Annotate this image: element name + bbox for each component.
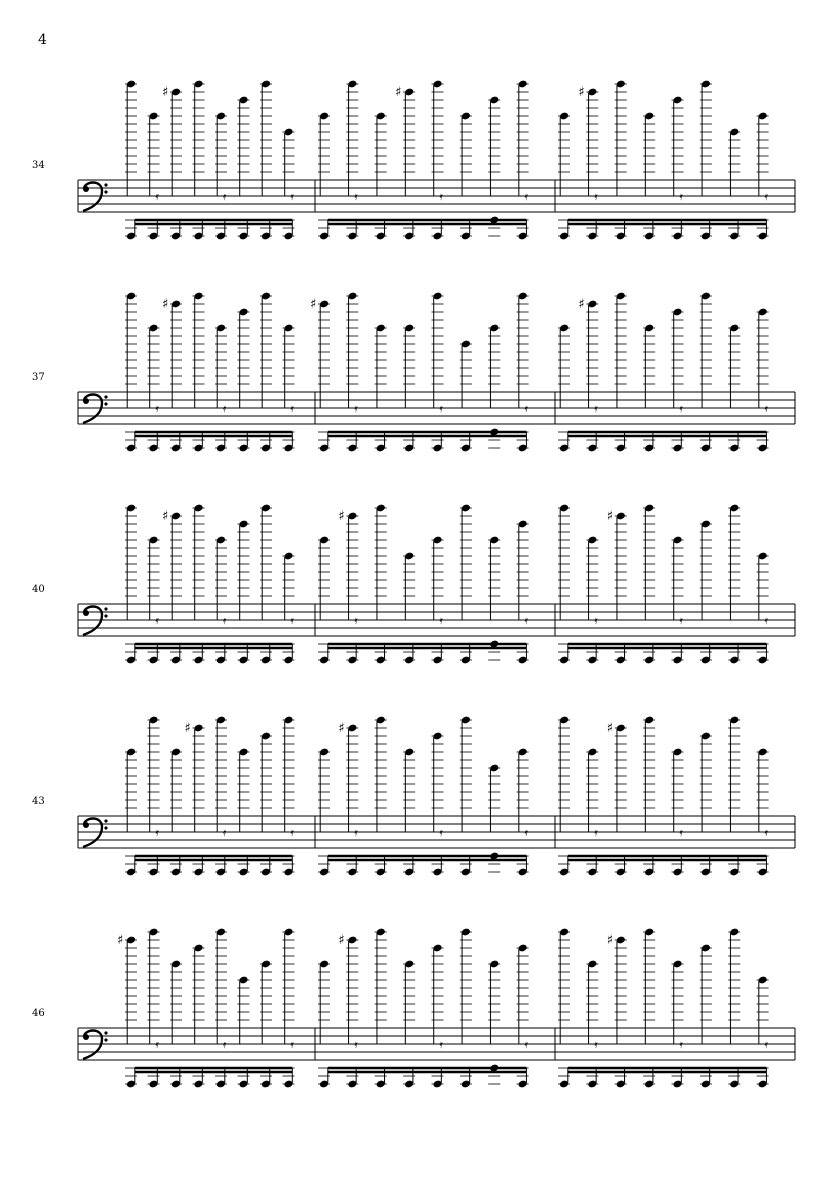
rest-icon: 𝄿 xyxy=(524,190,528,203)
upper-note xyxy=(185,721,205,876)
rest-icon: 𝄿 xyxy=(439,614,443,627)
measure xyxy=(318,504,555,665)
upper-note xyxy=(125,80,137,241)
measure-number: 43 xyxy=(32,796,45,807)
rest-icon: 𝄿 xyxy=(524,826,528,839)
upper-note xyxy=(700,292,712,453)
sharp-icon: ♯ xyxy=(578,85,585,100)
upper-note xyxy=(643,504,655,665)
upper-note xyxy=(460,716,472,877)
staff-system xyxy=(32,80,795,241)
measure-number: 34 xyxy=(32,160,45,171)
upper-note xyxy=(338,721,358,876)
upper-note xyxy=(460,928,472,1089)
upper-note xyxy=(238,96,250,241)
sharp-icon: ♯ xyxy=(162,509,169,524)
sharp-icon: ♯ xyxy=(162,297,169,312)
upper-note xyxy=(615,292,627,453)
rest-icon: 𝄿 xyxy=(290,1038,294,1051)
staff-system xyxy=(32,292,795,453)
bass-clef-icon xyxy=(83,183,108,212)
rest-icon: 𝄿 xyxy=(354,1038,358,1051)
measure xyxy=(558,80,795,241)
rest-icon: 𝄿 xyxy=(764,1038,768,1051)
upper-note xyxy=(375,716,387,877)
upper-note xyxy=(283,716,295,877)
sharp-icon: ♯ xyxy=(310,297,317,312)
upper-note xyxy=(700,80,712,241)
upper-note xyxy=(125,292,137,453)
rest-icon: 𝄿 xyxy=(223,614,227,627)
upper-note xyxy=(460,504,472,665)
rest-icon: 𝄿 xyxy=(679,190,683,203)
upper-note xyxy=(395,85,415,240)
rest-icon: 𝄿 xyxy=(439,826,443,839)
rest-icon: 𝄿 xyxy=(764,614,768,627)
rest-icon: 𝄿 xyxy=(290,190,294,203)
upper-note xyxy=(238,308,250,453)
rest-icon: 𝄿 xyxy=(594,402,598,415)
rest-icon: 𝄿 xyxy=(764,190,768,203)
rest-icon: 𝄿 xyxy=(524,614,528,627)
staff-system xyxy=(32,504,795,665)
upper-note xyxy=(517,520,529,665)
rest-icon: 𝄿 xyxy=(155,402,159,415)
rest-icon: 𝄿 xyxy=(354,826,358,839)
rest-icon: 𝄿 xyxy=(290,402,294,415)
upper-note xyxy=(757,308,769,453)
upper-note xyxy=(338,509,358,664)
upper-note xyxy=(728,928,740,1089)
rest-icon: 𝄿 xyxy=(155,1038,159,1051)
upper-note xyxy=(148,716,160,877)
upper-note xyxy=(558,928,570,1089)
upper-note xyxy=(193,80,205,241)
upper-note xyxy=(193,504,205,665)
upper-note xyxy=(346,292,358,453)
upper-note xyxy=(215,716,227,877)
rest-icon: 𝄿 xyxy=(439,402,443,415)
upper-note xyxy=(260,732,272,877)
rest-icon: 𝄿 xyxy=(354,190,358,203)
rest-icon: 𝄿 xyxy=(679,614,683,627)
upper-note xyxy=(260,292,272,453)
upper-note xyxy=(558,504,570,665)
upper-note xyxy=(432,732,444,877)
measure xyxy=(558,716,795,877)
upper-note xyxy=(283,928,295,1089)
rest-icon: 𝄿 xyxy=(155,614,159,627)
measure xyxy=(117,928,315,1089)
rest-icon: 𝄿 xyxy=(679,826,683,839)
rest-icon: 𝄿 xyxy=(524,402,528,415)
rest-icon: 𝄿 xyxy=(223,1038,227,1051)
bass-clef-icon xyxy=(83,607,108,636)
upper-note xyxy=(517,944,529,1089)
measure-number: 40 xyxy=(32,584,45,595)
measure xyxy=(318,716,555,877)
upper-note xyxy=(700,944,712,1089)
rest-icon: 𝄿 xyxy=(155,190,159,203)
upper-note xyxy=(615,80,627,241)
sharp-icon: ♯ xyxy=(395,85,402,100)
rest-icon: 𝄿 xyxy=(354,614,358,627)
measure xyxy=(125,292,315,453)
upper-note xyxy=(117,933,137,1088)
sharp-icon: ♯ xyxy=(162,85,169,100)
upper-note xyxy=(432,80,444,241)
upper-note xyxy=(728,504,740,665)
rest-icon: 𝄿 xyxy=(679,1038,683,1051)
upper-note xyxy=(125,504,137,665)
staff-system xyxy=(32,928,795,1089)
sharp-icon: ♯ xyxy=(338,933,345,948)
sharp-icon: ♯ xyxy=(606,933,614,948)
measure xyxy=(558,504,795,665)
rest-icon: 𝄿 xyxy=(155,826,159,839)
measure xyxy=(310,292,555,453)
rest-icon: 𝄿 xyxy=(679,402,683,415)
measure xyxy=(125,716,315,877)
measure xyxy=(318,80,555,241)
sharp-icon: ♯ xyxy=(578,297,585,312)
upper-note xyxy=(215,928,227,1089)
bass-clef-icon xyxy=(83,819,108,848)
sharp-icon: ♯ xyxy=(606,721,614,736)
rest-icon: 𝄿 xyxy=(223,826,227,839)
upper-note xyxy=(310,297,330,452)
upper-note xyxy=(193,292,205,453)
upper-note xyxy=(558,716,570,877)
upper-note xyxy=(260,504,272,665)
upper-note xyxy=(578,85,598,240)
rest-icon: 𝄿 xyxy=(764,826,768,839)
upper-note xyxy=(162,509,182,664)
upper-note xyxy=(607,721,627,876)
measure xyxy=(558,292,795,453)
rest-icon: 𝄿 xyxy=(594,1038,598,1051)
rest-icon: 𝄿 xyxy=(290,614,294,627)
upper-note xyxy=(162,297,182,452)
upper-note xyxy=(375,928,387,1089)
upper-note xyxy=(643,716,655,877)
page-number: 4 xyxy=(38,32,47,48)
upper-note xyxy=(578,297,598,452)
upper-note xyxy=(432,944,444,1089)
measure-number: 46 xyxy=(32,1008,45,1019)
measure xyxy=(125,504,315,665)
sharp-icon: ♯ xyxy=(338,509,345,524)
upper-note xyxy=(338,933,358,1088)
upper-note xyxy=(728,716,740,877)
upper-note xyxy=(607,509,627,664)
upper-note xyxy=(607,933,627,1088)
upper-note xyxy=(432,292,444,453)
upper-note xyxy=(517,80,529,241)
upper-note xyxy=(488,96,500,236)
rest-icon: 𝄿 xyxy=(524,1038,528,1051)
rest-icon: 𝄿 xyxy=(594,826,598,839)
upper-note xyxy=(238,520,250,665)
rest-icon: 𝄿 xyxy=(439,1038,443,1051)
measure xyxy=(318,928,555,1089)
sharp-icon: ♯ xyxy=(184,721,191,736)
rest-icon: 𝄿 xyxy=(223,190,227,203)
bass-clef-icon xyxy=(83,395,108,424)
sharp-icon: ♯ xyxy=(117,933,124,948)
upper-note xyxy=(193,944,205,1089)
sharp-icon: ♯ xyxy=(338,721,345,736)
sharp-icon: ♯ xyxy=(606,509,614,524)
rest-icon: 𝄿 xyxy=(354,402,358,415)
upper-note xyxy=(162,85,182,240)
rest-icon: 𝄿 xyxy=(594,190,598,203)
rest-icon: 𝄿 xyxy=(594,614,598,627)
rest-icon: 𝄿 xyxy=(764,402,768,415)
bass-clef-icon xyxy=(83,1031,108,1060)
upper-note xyxy=(700,732,712,877)
upper-note xyxy=(346,80,358,241)
upper-note xyxy=(148,928,160,1089)
staff-system xyxy=(32,716,795,877)
upper-note xyxy=(488,324,500,448)
rest-icon: 𝄿 xyxy=(290,826,294,839)
upper-note xyxy=(672,308,684,453)
measure xyxy=(125,80,315,241)
upper-note xyxy=(643,928,655,1089)
upper-note xyxy=(517,292,529,453)
upper-note xyxy=(672,96,684,241)
rest-icon: 𝄿 xyxy=(439,190,443,203)
upper-note xyxy=(260,80,272,241)
rest-icon: 𝄿 xyxy=(223,402,227,415)
upper-note xyxy=(488,960,500,1084)
measure-number: 37 xyxy=(32,372,45,383)
measure xyxy=(558,928,795,1089)
upper-note xyxy=(700,520,712,665)
upper-note xyxy=(375,504,387,665)
upper-note xyxy=(488,536,500,660)
